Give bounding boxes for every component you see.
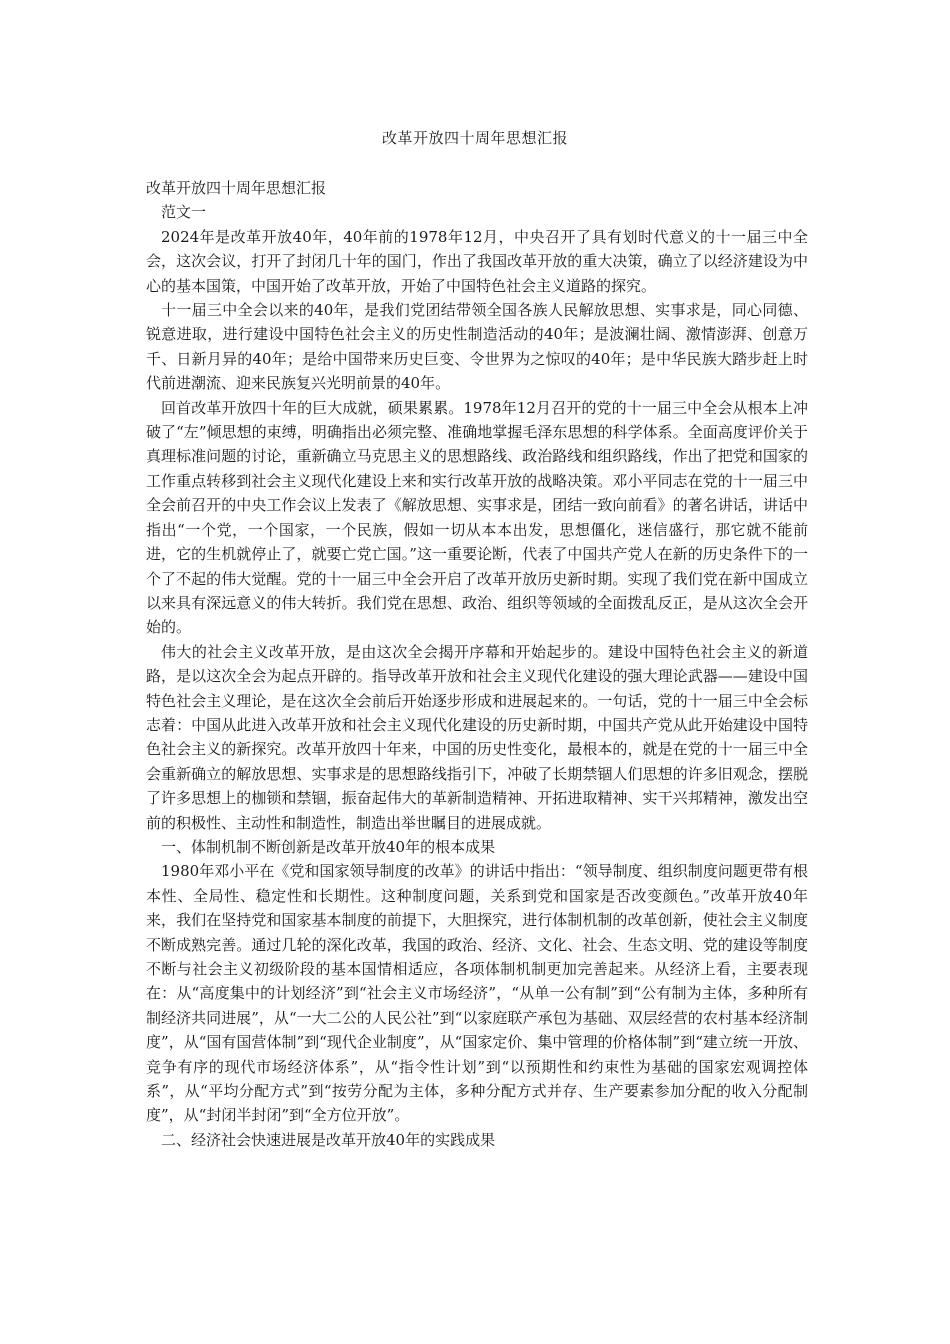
section-heading-1: 一、体制机制不断创新是改革开放40年的根本成果 xyxy=(161,837,496,856)
paragraph-3: 回首改革开放四十年的巨大成就，硕果累累。1978年12月召开的党的十一届三中全会从根本上冲破了“左”倾思想的束缚，明确指出必须完整、准确地掌握毛泽东思想的科学体系。全面高度评价关于真理标准问题的讨论，重新确立马克思主义的思想路线、政治路线和组织路线，作出了把党和国家的工作重点转移到社会主义现代化建设上来和实行改革开放的战略决策。邓小平同志在党的十一届三中全会前召开的中央工作会议上发表了《解放思想、实事求是，团结一致向前看》的著名讲话，讲话中指出“一个党，一个国家，一个民族，假如一切从本本出发，思想僵化，迷信盛行，那它就不能前进，它的生机就停止了，就要亡党亡国。”这一重要论断，代表了中国共产党人在新的历史条件下的一个了不起的伟大觉醒。党的十一届三中全会开启了改革开放历史新时期。实现了我们党在新中国成立以来具有深远意义的伟大转折。我们党在思想、政治、组织等领域的全面拨乱反正，是从这次全会开始的。 xyxy=(146,398,808,637)
sample-label: 范文一 xyxy=(161,203,207,222)
paragraph-5: 1980年邓小平在《党和国家领导制度的改革》的讲话中指出：“领导制度、组织制度问题更带有根本性、全局性、稳定性和长期性。这种制度问题，关系到党和国家是否改变颜色。”改革开放40年来，我们在坚持党和国家基本制度的前提下，大胆探究，进行体制机制的改革创新，使社会主义制度不断成熟完善。通过几轮的深化改革，我国的政治、经济、文化、社会、生态文明、党的建设等制度不断与社会主义初级阶段的基本国情相适应，各项体制机制更加完善起来。从经济上看，主要表现在：从“高度集中的计划经济”到“社会主义市场经济”，“从单一公有制”到“公有制为主体，多种所有制经济共同进展”，从“一大二公的人民公社”到“以家庭联产承包为基础、双层经营的农村基本经济制度”，从“国有国营体制”到“现代企业制度”，从“国家定价、集中管理的价格体制”到“建立统一开放、竞争有序的现代市场经济体系”，从“指令性计划”到“以预期性和约束性为基础的国家宏观调控体系”，从“平均分配方式”到“按劳分配为主体，多种分配方式并存、生产要素参加分配的收入分配制度”，从“封闭半封闭”到“全方位开放”。 xyxy=(146,862,808,1125)
document-title: 改革开放四十周年思想汇报 xyxy=(381,129,568,147)
paragraph-2: 十一届三中全会以来的40年，是我们党团结带领全国各族人民解放思想、实事求是，同心同德、锐意进取，进行建设中国特色社会主义的历史性制造活动的40年；是波澜壮阔、激情澎湃、创意万千、日新月异的40年；是给中国带来历史巨变、令世界为之惊叹的40年；是中华民族大踏步赶上时代前进潮流、迎来民族复兴光明前景的40年。 xyxy=(146,301,808,393)
paragraph-4: 伟大的社会主义改革开放，是由这次全会揭开序幕和开始起步的。建设中国特色社会主义的新道路，是以这次全会为起点开辟的。指导改革开放和社会主义现代化建设的强大理论武器——建设中国特色社会主义理论，是在这次全会前后开始逐步形成和进展起来的。一句话，党的十一届三中全会标志着：中国从此进入改革开放和社会主义现代化建设的历史新时期，中国共产党从此开始建设中国特色社会主义的新探究。改革开放四十年来，中国的历史性变化，最根本的，就是在党的十一届三中全会重新确立的解放思想、实事求是的思想路线指引下，冲破了长期禁锢人们思想的许多旧观念，摆脱了许多思想上的枷锁和禁锢，振奋起伟大的革新制造精神、开拓进取精神、实干兴邦精神，激发出空前的积极性、主动性和制造性，制造出举世瞩目的进展成就。 xyxy=(146,642,808,832)
document-body xyxy=(146,176,808,1152)
document-subtitle: 改革开放四十周年思想汇报 xyxy=(146,179,327,197)
paragraph-1: 2024年是改革开放40年，40年前的1978年12月，中央召开了具有划时代意义的十一届三中全会，这次会议，打开了封闭几十年的国门，作出了我国改革开放的重大决策，确立了以经济建设为中心的基本国策，中国开始了改革开放，开始了中国特色社会主义道路的探究。 xyxy=(146,227,808,295)
section-heading-2: 二、经济社会快速进展是改革开放40年的实践成果 xyxy=(161,1130,496,1149)
